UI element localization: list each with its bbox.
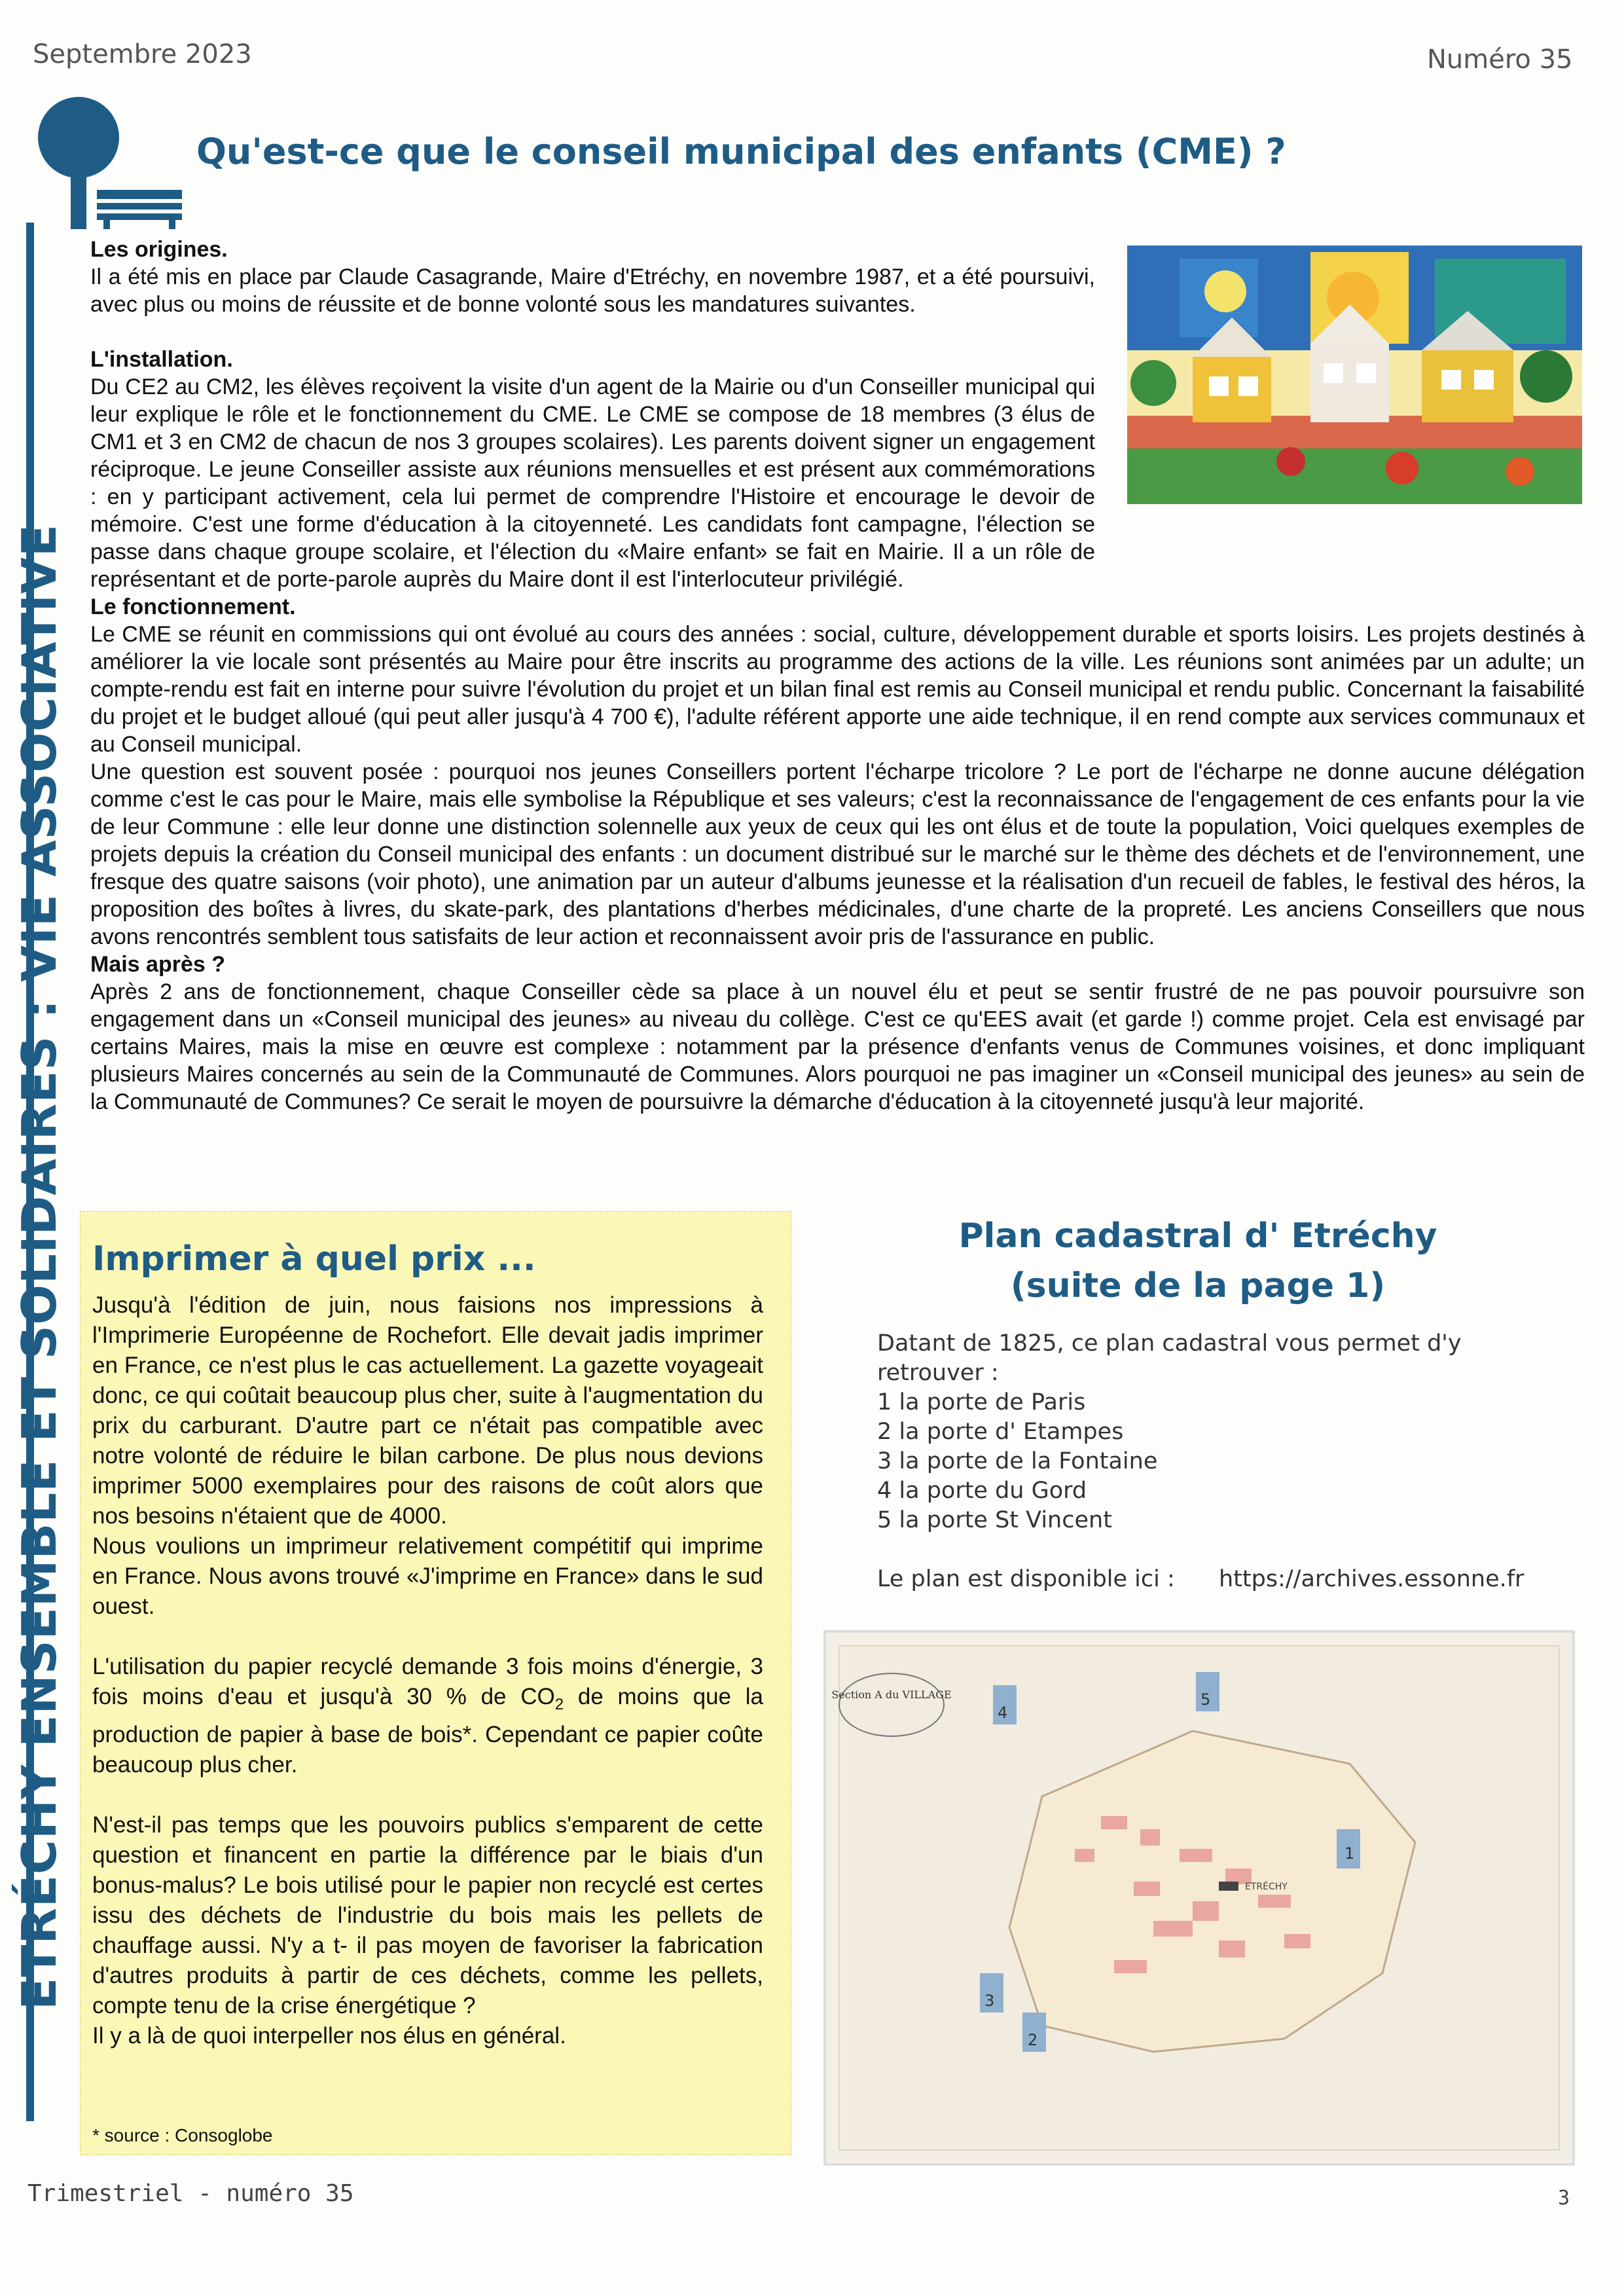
map-marker-5: 5: [1200, 1690, 1211, 1709]
print-p2: Nous voulions un imprimeur relativement compétitif qui imprime en France. Nous avons trouvé «J'imprime en France» dans le sud ouest.: [92, 1533, 763, 1619]
function-heading: Le fonctionnement.: [90, 594, 296, 619]
origins-text: Il a été mis en place par Claude Casagrande, Maire d'Etréchy, en novembre 1987, et a été poursuivi, avec plus ou moins de réussite et de bonne volonté sous les mandatures suivantes.: [90, 264, 1095, 317]
map-town-label: ETRÉCHY: [1245, 1882, 1288, 1892]
plan-available-label: Le plan est disponible ici :: [877, 1566, 1175, 1592]
plan-title: Plan cadastral d' Etréchy (suite de la page 1): [958, 1216, 1437, 1305]
plan-intro: Datant de 1825, ce plan cadastral vous permet d'y retrouver :: [877, 1330, 1462, 1386]
install-text: Du CE2 au CM2, les élèves reçoivent la visite d'un agent de la Mairie ou d'un Conseiller municipal qui leur explique le rôle et le fonctionnement du CME. Le CME se compose de 18 membres (3 élus de CM1 et 3 en CM2 de chacun de nos 3 groupes scolaires). Les parents doivent signer un engagement réciproque. Le jeune Conseiller assiste aux réunions mensuelles et est présent aux commémorations : en y participant activement, cela lui permet de comprendre l'Histoire et encourage le devoir de mémoire. C'est une forme d'éducation à la citoyenneté. Les candidats font campagne, l'élection se passe dans chaque groupe scolaire, et l'élection du «Maire enfant» se fait en Mairie. Il a un rôle de représentant et de porte-parole auprès du Maire dont il est l'interlocuteur privilégié.: [90, 374, 1095, 592]
print-p5: Il y a là de quoi interpeller nos élus en général.: [92, 2023, 566, 2049]
print-p4: N'est-il pas temps que les pouvoirs publics s'emparent de cette question et financent en partie la différence par le biais d'un bonus-malus? Le bois utilisé pour le papier non recyclé est certes issu des déchets de l'industrie du bois mais les pellets de chauffage aussi. N'y a t- il pas moyen de favoriser la fabrication d'autres produits à partir de ces déchets, comme les pellets, compte tenu de la crise énergétique ?: [92, 1812, 763, 2018]
print-box-body: [92, 1290, 763, 2051]
origins-heading: Les origines.: [90, 237, 228, 262]
page-number: 3: [1558, 2187, 1570, 2210]
map-marker-3: 3: [984, 1992, 995, 2010]
print-cost-box: [80, 1211, 791, 2155]
tree-bench-logo: [26, 92, 183, 229]
print-p3: L'utilisation du papier recyclé demande 3 fois moins d'énergie, 3 fois moins d'eau et jusqu'à 30 % de $CO_2$ de moins que la production de papier à base de bois*. Cependant ce papier coûte beaucoup plus cher.: [92, 1654, 764, 1777]
plan-text: [877, 1329, 1571, 1594]
article-wide: [90, 593, 1585, 1116]
after-text: Après 2 ans de fonctionnement, chaque Conseiller cède sa place à un nouvel élu et peut se sentir frustré de ne pas pouvoir poursuivre son engagement dans un «Conseil municipal des jeunes» au niveau du collège. C'est ce qu'EES avait (et garde !) comme projet. Cela est envisagé par certains Maires, mais la mise en œuvre est complexe : notamment par la présence d'enfants venus de Communes voisines, et donc impliquant plusieurs Maires concernés au sein de la Communauté de Communes. Alors pourquoi ne pas imaginer un «Conseil municipal des jeunes» au sein de la Communauté de Communes? Ce serait le moyen de poursuivre la démarche d'éducation à la citoyenneté jusqu'à leur majorité.: [90, 979, 1585, 1114]
install-section: [90, 373, 1585, 593]
plan-item: 3 la porte de la Fontaine: [877, 1448, 1158, 1474]
side-banner-text: ETRÉCHY ENSEMBLE ET SOLIDAIRES : VIE ASSOCIATIVE: [12, 524, 67, 2010]
header-date: Septembre 2023: [33, 39, 252, 69]
map-cartouche-text: Section A du VILLAGE: [831, 1688, 952, 1701]
print-box-source: * source : Consoglobe: [92, 2125, 273, 2145]
map-marker-2: 2: [1028, 2031, 1038, 2049]
map-marker-1: 1: [1344, 1844, 1355, 1863]
function-text: Le CME se réunit en commissions qui ont évolué au cours des années : social, culture, développement durable et sports loisirs. Les projets destinés à améliorer la vie locale sont présentés au Maire pour être inscrits au programme des actions de la ville. Les réunions sont animées par un adulte; un compte-rendu est fait en interne pour suivre l'évolution du projet et un bilan final est remis au Conseil municipal et rendu public. Concernant la faisabilité du projet et le budget alloué (qui peut aller jusqu'à 4 700 €), l'adulte référent apporte une aide technique, il en rend compte aux services communaux et au Conseil municipal.: [90, 622, 1585, 757]
header-issue: Numéro 35: [1427, 45, 1573, 75]
footer-periodicity: Trimestriel - numéro 35: [27, 2180, 354, 2207]
cadastral-map: [823, 1630, 1575, 2166]
plan-item: 5 la porte St Vincent: [877, 1507, 1112, 1533]
article-top: [90, 236, 1095, 318]
plan-item: 2 la porte d' Etampes: [877, 1419, 1124, 1445]
after-heading: Mais après ?: [90, 952, 225, 977]
plan-item: 1 la porte de Paris: [877, 1389, 1086, 1415]
print-p1: Jusqu'à l'édition de juin, nous faisions nos impressions à l'Imprimerie Européenne de Rochefort. Elle devait jadis imprimer en France, ce n'est plus le cas actuellement. La gazette voyageait donc, ce qui coûtait beaucoup plus cher, suite à l'augmentation du prix du carburant. D'autre part ce n'était pas compatible avec notre volonté de réduire le bilan carbone. De plus nous devions imprimer 5000 exemplaires pour des raisons de coût alors que nos besoins n'étaient que de 4000.: [92, 1292, 763, 1529]
cadastral-map-drawing: [826, 1633, 1572, 2163]
plan-item: 4 la porte du Gord: [877, 1478, 1087, 1504]
question-text: Une question est souvent posée : pourquoi nos jeunes Conseillers portent l'écharpe tricolore ? Le port de l'écharpe ne donne aucune délégation comme c'est le cas pour le Maire, mais elle symbolise la République et ses valeurs; c'est la reconnaissance de l'engagement de ces enfants pour la vie de leur Commune : elle leur donne une distinction solennelle aux yeux de ceux qui les ont élus et de toute la population, Voici quelques exemples de projets depuis la création du Conseil municipal des enfants : un document distribué sur le marché sur le thème des déchets et de l'environnement, une fresque des quatre saisons (voir photo), une animation par un auteur d'albums jeunesse et la réalisation d'un recueil de fables, le festival des héros, la proposition des boîtes à livres, du skate-park, des plantations d'herbes médicinales, d'une charte de la propreté. Les anciens Conseillers que nous avons rencontrés semblent tous satisfaits de leur action et reconnaissent avoir pris de l'assurance en public.: [90, 759, 1585, 949]
plan-url-link[interactable]: https://archives.essonne.fr: [1219, 1566, 1525, 1592]
article-title: Qu'est-ce que le conseil municipal des enfants (CME) ?: [196, 131, 1286, 172]
print-box-title: Imprimer à quel prix ...: [92, 1239, 536, 1279]
install-heading: L'installation.: [90, 347, 233, 372]
install-section-top: [90, 346, 1095, 373]
map-marker-4: 4: [998, 1704, 1008, 1722]
